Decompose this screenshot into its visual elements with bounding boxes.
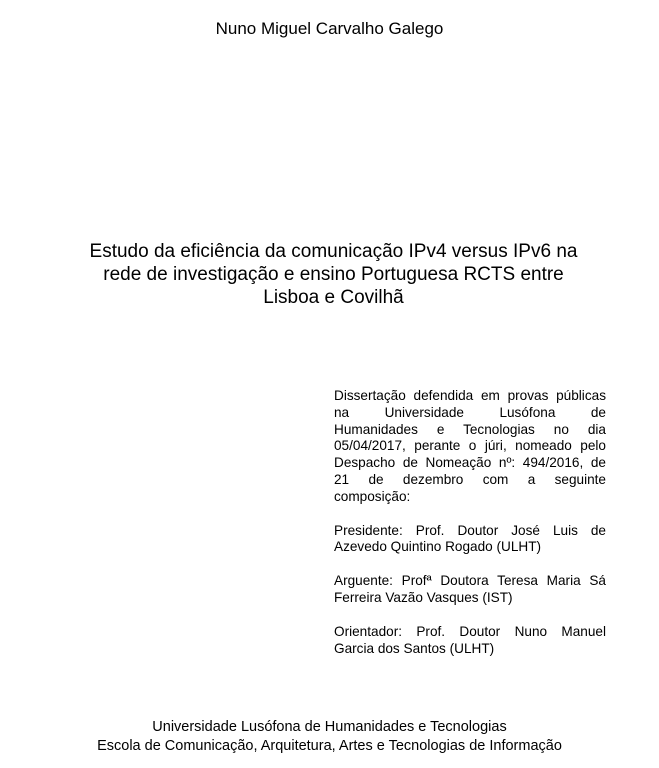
statement-line: composição:	[334, 488, 411, 504]
author-name: Nuno Miguel Carvalho Galego	[215, 19, 444, 38]
title-line: Lisboa e Covilhã	[263, 287, 404, 308]
jury-block	[334, 388, 606, 674]
statement-line: Despacho de Nomeação nº: 494/2016, de	[334, 455, 606, 471]
orientador-line: Garcia dos Santos (ULHT)	[334, 640, 495, 656]
jury-arguente	[334, 573, 606, 607]
president-line: Presidente: Prof. Doutor José Luis de	[334, 522, 606, 538]
school-name: Escola de Comunicação, Arquitetura, Artes e Tecnologias de Informação	[97, 738, 562, 754]
dissertation-statement	[334, 388, 606, 506]
dissertation-title	[50, 240, 617, 309]
institution-footer	[0, 718, 659, 756]
president-line: Azevedo Quintino Rogado (ULHT)	[334, 539, 542, 555]
statement-line: 05/04/2017, perante o júri, nomeado pelo	[334, 438, 606, 454]
university-name: Universidade Lusófona de Humanidades e Tecnologias	[152, 719, 507, 735]
statement-line: Humanidades e Tecnologias no dia	[334, 421, 606, 437]
statement-line: na Universidade Lusófona de	[334, 404, 606, 420]
title-line: rede de investigação e ensino Portuguesa RCTS entre	[103, 264, 564, 285]
orientador-line: Orientador: Prof. Doutor Nuno Manuel	[334, 623, 606, 639]
jury-president	[334, 523, 606, 557]
title-line: Estudo da eficiência da comunicação IPv4 versus IPv6 na	[89, 241, 578, 262]
statement-line: 21 de dezembro com a seguinte	[334, 471, 606, 487]
arguente-line: Arguente: Profª Doutora Teresa Maria Sá	[334, 573, 606, 589]
arguente-line: Ferreira Vazão Vasques (IST)	[334, 589, 513, 605]
jury-orientador	[334, 624, 606, 658]
statement-line: Dissertação defendida em provas públicas	[334, 388, 606, 403]
